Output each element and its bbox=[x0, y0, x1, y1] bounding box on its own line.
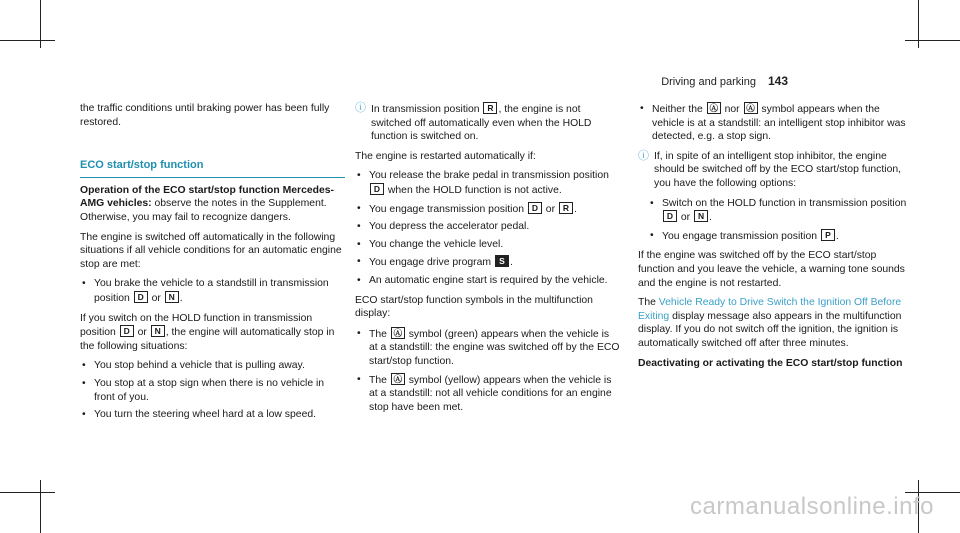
bullet-list bbox=[80, 359, 345, 421]
list-item: • You engage transmission position D or R . bbox=[357, 202, 577, 215]
info-note: ⓘ In transmission position R , the engine is not switched off automatically even when the HOLD function is switched on. bbox=[355, 102, 592, 143]
paragraph: ECO start/stop function symbols in the multifunction display: bbox=[355, 294, 593, 320]
list-item: • You change the vehicle level. bbox=[357, 238, 504, 250]
paragraph: The engine is switched off automatically in the following situations if all vehicle conditions for an automatic engine stop are met: bbox=[80, 231, 342, 270]
column-1 bbox=[80, 102, 345, 428]
list-item: • The Ⓐ symbol (green) appears when the vehicle is at a standstill: the engine was switched off by the ECO start/stop function. bbox=[357, 327, 620, 367]
list-item: • Switch on the HOLD function in transmission position D or N . bbox=[650, 197, 907, 224]
list-item: • You stop at a stop sign when there is no vehicle in front of you. bbox=[82, 377, 325, 403]
drive-program-s-icon: S bbox=[495, 255, 509, 267]
eco-yellow-icon: Ⓐ bbox=[391, 373, 405, 385]
gear-n-icon: N bbox=[694, 210, 708, 222]
list-item: • Neither the Ⓐ nor Ⓐ symbol appears when the vehicle is at a standstill: an intelligent stop inhibitor was detected, e.g. a stop sign. bbox=[640, 103, 906, 143]
paragraph: the traffic conditions until braking power has been fully restored. bbox=[80, 103, 330, 128]
bullet-list bbox=[638, 102, 908, 144]
crop-mark bbox=[0, 492, 55, 493]
list-item: • You release the brake pedal in transmission position D when the HOLD function is not active. bbox=[357, 170, 609, 196]
page-header bbox=[661, 74, 788, 88]
list-item: • The Ⓐ symbol (yellow) appears when the vehicle is at a standstill: not all vehicle conditions for an engine stop have been met. bbox=[357, 373, 612, 413]
eco-green-icon: Ⓐ bbox=[707, 102, 721, 114]
list-item: • You brake the vehicle to a standstill in transmission position D or N . bbox=[82, 278, 329, 304]
paragraph: If the engine was switched off by the ECO start/stop function and you leave the vehicle, a warning tone sounds and the engine is not restarted. bbox=[638, 250, 905, 289]
paragraph: The Vehicle Ready to Drive Switch the Ignition Off Before Exiting display message also appears in the multifunction display. If you do not switch off the ignition, the ignition is automatically switched off after three minutes. bbox=[638, 297, 902, 349]
bullet-list bbox=[355, 169, 620, 287]
list-item: • You stop behind a vehicle that is pulling away. bbox=[82, 360, 305, 372]
section-name: Driving and parking bbox=[661, 76, 756, 88]
info-icon: ⓘ bbox=[638, 149, 649, 162]
watermark: carmanualsonline.info bbox=[690, 493, 934, 520]
crop-mark bbox=[40, 480, 41, 533]
display-message-link[interactable]: Vehicle Ready to Drive Switch the Ignition Off Before Exiting bbox=[638, 297, 902, 322]
list-item: • An automatic engine start is required by the vehicle. bbox=[357, 274, 608, 286]
paragraph: Operation of the ECO start/stop function Mercedes-AMG vehicles: observe the notes in the Supplement. Otherwise, you may fail to recognize dangers. bbox=[80, 184, 335, 223]
column-3 bbox=[638, 102, 908, 370]
paragraph: If you switch on the HOLD function in transmission position D or N , the engine will automatically stop in the following situations: bbox=[80, 312, 335, 352]
gear-r-icon: R bbox=[483, 102, 497, 114]
gear-d-icon: D bbox=[528, 202, 542, 214]
bold-lead: Operation of the ECO start/stop function Mercedes-AMG vehicles: bbox=[80, 184, 335, 210]
gear-n-icon: N bbox=[151, 325, 165, 337]
crop-mark bbox=[905, 40, 960, 41]
info-icon: ⓘ bbox=[355, 102, 366, 114]
crop-mark bbox=[0, 40, 55, 41]
list-item: • You turn the steering wheel hard at a low speed. bbox=[82, 409, 317, 421]
gear-d-icon: D bbox=[134, 291, 148, 303]
gear-r-icon: R bbox=[559, 202, 573, 214]
bullet-list bbox=[648, 197, 908, 244]
list-item: • You depress the accelerator pedal. bbox=[357, 221, 530, 233]
gear-p-icon: P bbox=[821, 229, 835, 241]
eco-green-icon: Ⓐ bbox=[391, 327, 405, 339]
column-2 bbox=[355, 102, 620, 420]
section-title: ECO start/stop function bbox=[80, 159, 345, 178]
list-item: • You engage drive program S . bbox=[357, 256, 513, 269]
paragraph: The engine is restarted automatically if: bbox=[355, 150, 536, 162]
page-number: 143 bbox=[767, 74, 788, 88]
eco-yellow-icon: Ⓐ bbox=[744, 102, 758, 114]
list-item: • You engage transmission position P . bbox=[650, 229, 839, 242]
gear-d-icon: D bbox=[120, 325, 134, 337]
gear-n-icon: N bbox=[165, 291, 179, 303]
gear-d-icon: D bbox=[663, 210, 677, 222]
info-note: ⓘ If, in spite of an intelligent stop inhibitor, the engine should be switched off by the ECO start/stop function, you have the following options: bbox=[638, 149, 902, 189]
bullet-list bbox=[355, 327, 620, 415]
subheading: Deactivating or activating the ECO start/stop function bbox=[638, 357, 903, 369]
gear-d-icon: D bbox=[370, 183, 384, 195]
bullet-list bbox=[80, 277, 345, 305]
